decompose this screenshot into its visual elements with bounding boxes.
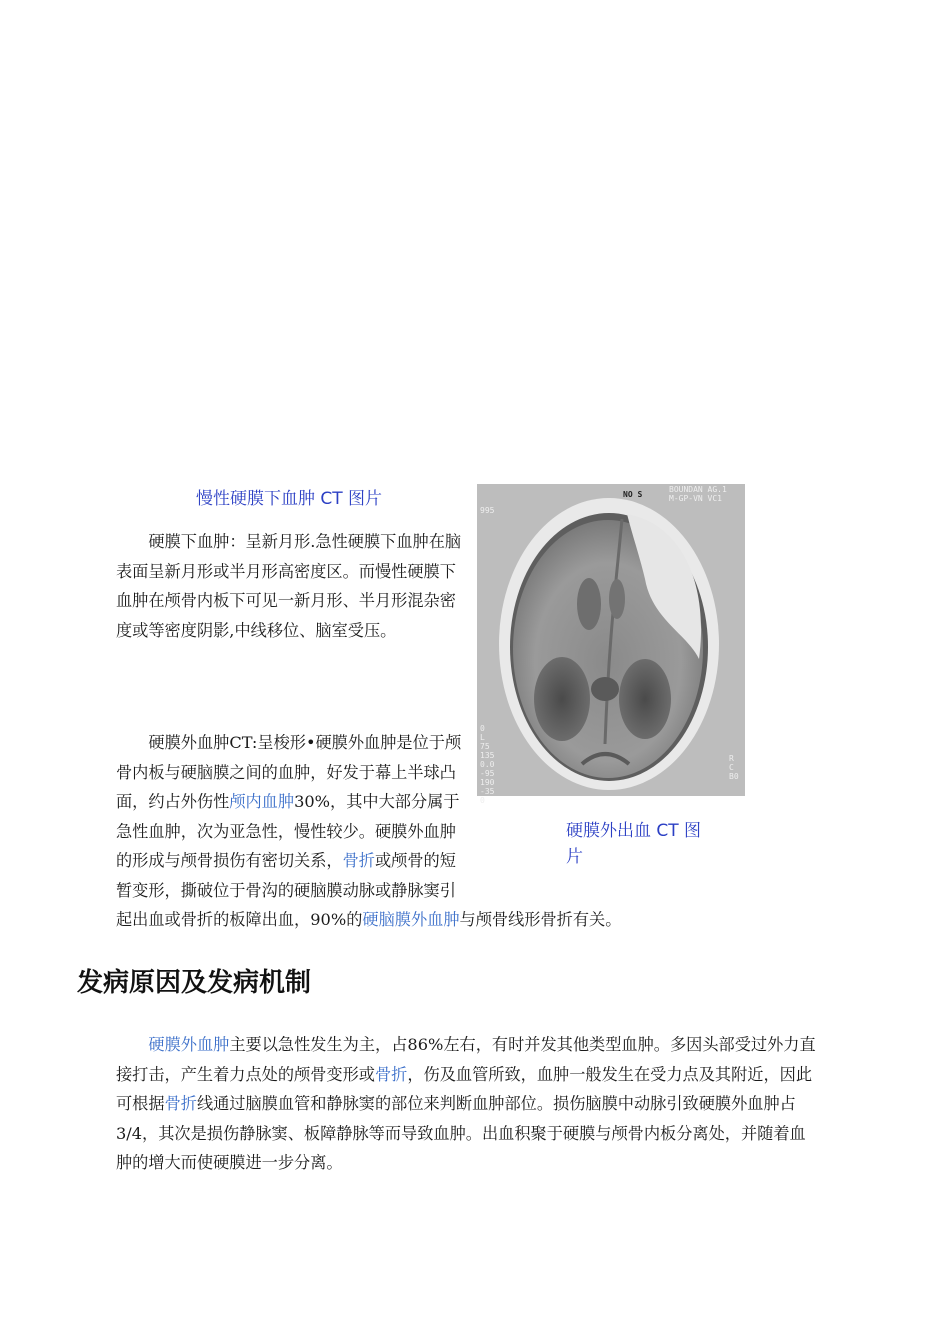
ct-overlay-right-1: C: [729, 763, 734, 772]
cause-text-1: 主要以急性发生为主，占86%左右，有时并发其他类型血肿。多因头部受过外力直接打击，产生着力点处的颅骨变形或: [116, 1035, 816, 1084]
ct-overlay-right-2: B0: [729, 772, 739, 781]
cause-text-3: 线通过脑膜血管和静脉窦的部位来判断血肿部位。损伤脑膜中动脉引致硬膜外血肿占3/4，其次是损伤静脉窦、板障静脉等而导致血肿。出血积聚于硬膜与颅骨内板分离处，并随着血肿的增大而使硬膜进一步分离。: [116, 1094, 806, 1172]
link-epidural-hematoma[interactable]: 硬脑膜外血肿: [362, 910, 460, 929]
link-fracture[interactable]: 骨折: [342, 851, 375, 870]
link-intracranial-hematoma[interactable]: 颅内血肿: [229, 792, 295, 811]
ct-overlay-left-1: L: [480, 733, 485, 742]
link-fracture-3[interactable]: 骨折: [164, 1094, 197, 1113]
paragraph-cause: [116, 1030, 820, 1178]
paragraph-subdural-text: 硬膜下血肿：呈新月形.急性硬膜下血肿在脑表面呈新月形或半月形高密度区。而慢性硬膜下血肿在颅骨内板下可见一新月形、半月形混杂密度或等密度阴影,中线移位、脑室受压。: [116, 532, 462, 640]
epidural-text-3: 或颅骨的短暂变形，撕破位于骨沟的硬脑膜动脉或静脉窦引起出血或骨折的板障出血，90%的: [116, 851, 456, 929]
figure-caption-subdural: 慢性硬膜下血肿 CT 图片: [196, 489, 383, 509]
link-epidural-hematoma-2[interactable]: 硬膜外血肿: [148, 1035, 230, 1054]
ct-overlay-left-6: 190: [480, 778, 495, 787]
section-heading: 发病原因及发病机制: [77, 968, 312, 998]
ct-overlay-left-0: 0: [480, 724, 485, 733]
link-fracture-2[interactable]: 骨折: [375, 1064, 408, 1084]
ct-overlay-top-left: 995: [480, 506, 495, 515]
ct-overlay-left-4: 0.0: [480, 760, 495, 769]
caption-epidural-line2: 片: [566, 847, 583, 867]
paragraph-cause-text: [116, 1030, 820, 1178]
ct-overlay-right-0: R: [729, 754, 734, 763]
ct-overlay-left-8: 0: [480, 796, 485, 805]
ct-overlay-top-right-2: M-GP-VN VC1: [669, 494, 722, 503]
paragraph-subdural-hematoma: [116, 527, 463, 645]
ct-overlay-top-right-1: BOUNDAN AG.1: [669, 485, 727, 494]
ct-overlay-left-2: 75: [480, 742, 490, 751]
epidural-text-2: 30%，其中大部分属于急性血肿，次为亚急性，慢性较少。硬膜外血肿的形成与颅骨损伤有密切关系，: [116, 792, 460, 870]
epidural-text-4: 与颅骨线形骨折有关。: [459, 910, 622, 929]
paragraph-epidural-hematoma: [116, 728, 816, 935]
ct-overlay-left-5: -95: [480, 769, 495, 778]
cause-text-2: ，伤及血管所致，血肿一般发生在受力点及其附近，因此可根据: [116, 1064, 813, 1113]
figure-caption-epidural: [566, 818, 701, 870]
ct-overlay-top: NO S: [623, 490, 643, 499]
caption-epidural-line1: 硬膜外出血 CT 图: [566, 821, 702, 841]
ct-overlay-left-7: -35: [480, 787, 495, 796]
epidural-text-1: 硬膜外血肿CT:呈梭形•硬膜外血肿是位于颅骨内板与硬脑膜之间的血肿，好发于幕上半球凸面，约占外伤性: [116, 733, 462, 811]
ct-overlay-left-3: 135: [480, 751, 495, 760]
